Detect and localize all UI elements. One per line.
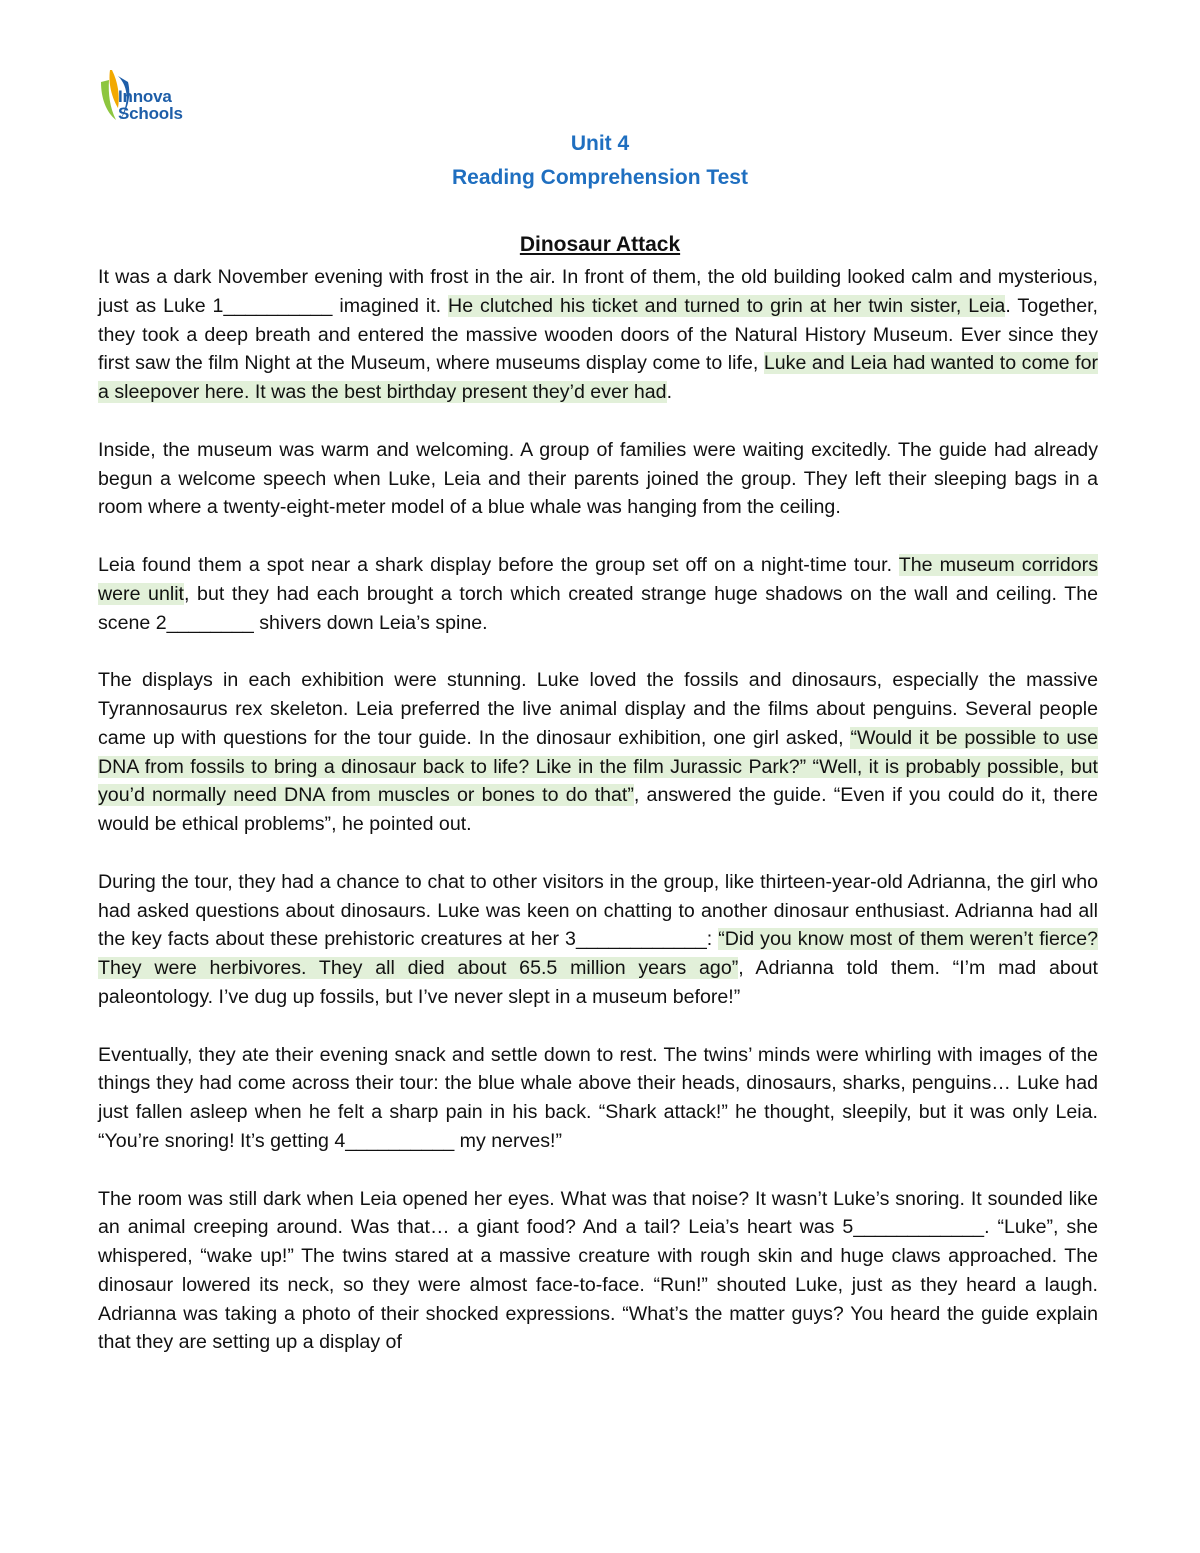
paragraph-text: During the tour, they had a chance to chat to other visitors in the group, like thirteen-year-old Adrianna, the girl who had asked questions about dinosaurs. Luke was keen on chatting to another dinosaur enthusiast. Adrianna had all the key facts about these prehistoric creatures at her 3____________: xyxy=(98,870,1098,951)
highlighted-text: He clutched his ticket and turned to grin at her twin sister, Leia xyxy=(448,294,1006,317)
paragraph-text: Leia found them a spot near a shark display before the group set off on a night-time tour. xyxy=(98,553,899,576)
story-title: Dinosaur Attack xyxy=(519,233,681,256)
story-paragraph xyxy=(98,551,1098,637)
paragraph-text: The displays in each exhibition were stunning. Luke loved the fossils and dinosaurs, especially the massive Tyrannosaurus rex skeleton. Leia preferred the live animal display and the films about penguins. Several people came up with questions for the tour guide. In the dinosaur exhibition, one girl asked, xyxy=(98,669,1098,749)
logo-line-1: Innova xyxy=(118,87,172,106)
paragraph-text: , Adrianna told them. “I’m mad about paleontology. I’ve dug up fossils, but I’ve never slept in a museum before!” xyxy=(98,957,1098,1008)
logo-line-2: Schools xyxy=(118,104,183,123)
story-paragraph xyxy=(98,436,1098,522)
paragraph-text: . Together, they took a deep breath and entered the massive wooden doors of the Natural History Museum. Ever since they first saw the film Night at the Museum, where museums display come to life, xyxy=(98,294,1098,375)
paragraph-text: . xyxy=(666,381,673,404)
story-body xyxy=(98,263,1098,1386)
highlighted-text: “Did you know most of them weren’t fierce? They were herbivores. They all died about 65.5 million years ago” xyxy=(98,928,1098,980)
unit-heading: Unit 4 xyxy=(570,132,630,155)
story-paragraph xyxy=(98,1041,1098,1156)
highlighted-text: The museum corridors were unlit xyxy=(98,553,1098,605)
highlighted-text: Luke and Leia had wanted to come for a sleepover here. It was the best birthday present they’d ever had xyxy=(98,352,1098,404)
story-paragraph xyxy=(98,868,1098,1012)
story-paragraph xyxy=(98,666,1098,839)
logo-wordmark xyxy=(118,88,183,122)
story-paragraph xyxy=(98,263,1098,407)
paragraph-text: It was a dark November evening with frost in the air. In front of them, the old building looked calm and mysterious, just as Luke 1__________ imagined it. xyxy=(98,266,1098,317)
paragraph-text: Inside, the museum was warm and welcoming. A group of families were waiting excitedly. The guide had already begun a welcome speech when Luke, Leia and their parents joined the group. They left their sleeping bags in a room where a twenty-eight-meter model of a blue whale was hanging from the ceiling. xyxy=(98,438,1098,519)
highlighted-text: “Would it be possible to use DNA from fossils to bring a dinosaur back to life? Like in the film Jurassic Park?” “Well, it is probably possible, but you’d normally need DNA from muscles or bones to do that” xyxy=(98,726,1098,807)
paragraph-text: The room was still dark when Leia opened her eyes. What was that noise? It wasn’t Luke’s snoring. It sounded like an animal creeping around. Was that… a giant food? And a tail? Leia’s heart was 5____________. “Luke”, she whispered, “wake up!” The twins stared at a massive creature with rough skin and huge claws approached. The dinosaur lowered its neck, so they were almost face-to-face. “Run!” shouted Luke, just as they heard a laugh. Adrianna was taking a photo of their shocked expressions. “What’s the matter guys? You heard the guide explain that they are setting up a display of xyxy=(98,1187,1098,1354)
story-paragraph xyxy=(98,1185,1098,1358)
paragraph-text: , answered the guide. “Even if you could do it, there would be ethical problems”, he pointed out. xyxy=(98,784,1098,836)
test-heading: Reading Comprehension Test xyxy=(452,166,748,189)
paragraph-text: , but they had each brought a torch which created strange huge shadows on the wall and ceiling. The scene 2________ shivers down Leia’s spine. xyxy=(98,582,1099,634)
school-logo xyxy=(98,68,238,128)
paragraph-text: Eventually, they ate their evening snack and settle down to rest. The twins’ minds were whirling with images of the things they had come across their tour: the blue whale above their heads, dinosaurs, sharks, penguins… Luke had just fallen asleep when he felt a sharp pain in his back. “Shark attack!” he thought, sleepily, but it was only Leia. “You’re snoring! It’s getting 4__________ my nerves!” xyxy=(98,1043,1098,1152)
